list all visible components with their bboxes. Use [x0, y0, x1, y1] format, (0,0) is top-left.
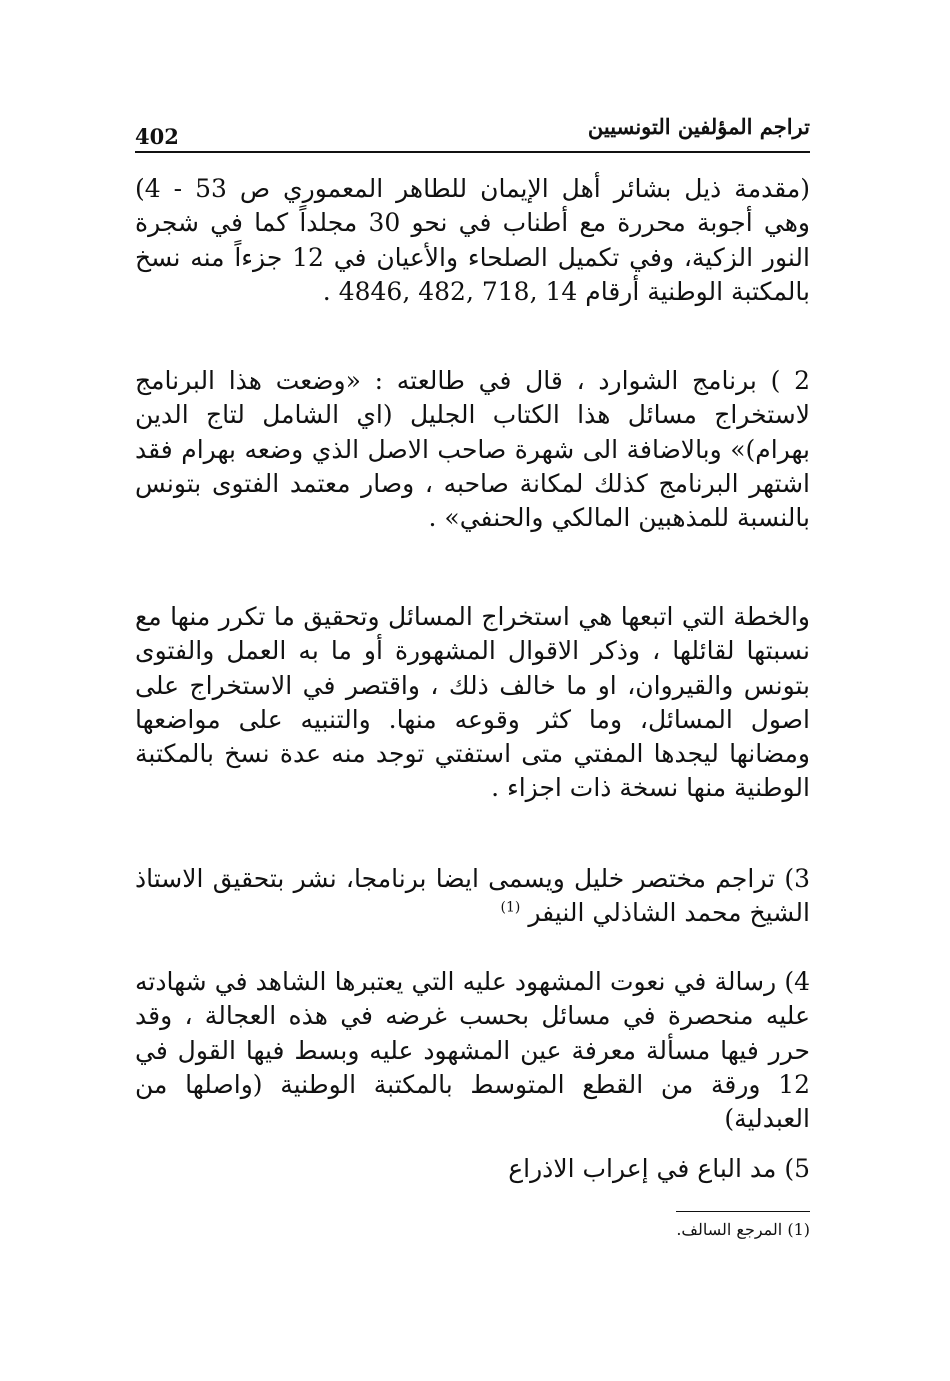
footnote: (1) المرجع السالف.	[676, 1220, 810, 1239]
paragraph-continuation: (مقدمة ذيل بشائر أهل الإيمان للطاهر المعموري ص 53 - 4) وهي أجوبة محررة مع أطناب في نحو 30 مجلداً كما في شجرة النور الزكية، وفي تكميل الصلحاء والأعيان في 12 جزءاً منه نسخ بالمكتبة الوطنية أرقام 14 ,718 ,482 ,4846 .	[135, 174, 810, 306]
footnote-ref: (1)	[500, 899, 521, 916]
footnote-rule	[676, 1211, 810, 1212]
paragraph-item-5: 5) مد الباع في إعراب الاذراع	[508, 1154, 810, 1183]
paragraph-item-4: 4) رسالة في نعوت المشهود عليه التي يعتبرها الشاهد في شهادته عليه منحصرة في مسائل بحسب غرضه في هذه العجالة ، وقد حرر فيها مسألة معرفة عين المشهود عليه وبسط فيها القول في 12 ورقة من القطع المتوسط بالمكتبة الوطنية (واصلها من العبدلية)	[135, 967, 810, 1133]
running-header	[135, 108, 810, 152]
running-title: تراجم المؤلفين التونسيين	[587, 114, 810, 139]
paragraph-method: والخطة التي اتبعها هي استخراج المسائل وتحقيق ما تكرر منها مع نسبتها لقائلها ، وذكر الاقوال المشهورة أو ما به العمل والفتوى بتونس والقيروان، او ما خالف ذلك ، واقتصر في الاستخراج على اصول المسائل، وما كثر وقوعه منها. والتنبيه على مواضعها ومضانها ليجدها المفتي متى استفتي توجد منه عدة نسخ بالمكتبة الوطنية منها نسخة ذات اجزاء .	[135, 602, 810, 803]
paragraph-item-2: 2 ) برنامج الشوارد ، قال في طالعته : «وضعت هذا البرنامج لاستخراج مسائل هذا الكتاب الجليل (اي الشامل لتاج الدين بهرام)» وبالاضافة الى شهرة صاحب الاصل الذي وضعه بهرام فقد اشتهر البرنامج كذلك لمكانة صاحبه ، وصار معتمد الفتوى بتونس بالنسبة للمذهبين المالكي والحنفي» .	[135, 366, 810, 532]
header-rule	[135, 151, 810, 153]
paragraph-item-3	[135, 862, 810, 931]
page-number: 402	[135, 124, 179, 149]
item-3-text: 3) تراجم مختصر خليل ويسمى ايضا برنامجا، نشر بتحقيق الاستاذ الشيخ محمد الشاذلي النيفر	[135, 864, 810, 928]
